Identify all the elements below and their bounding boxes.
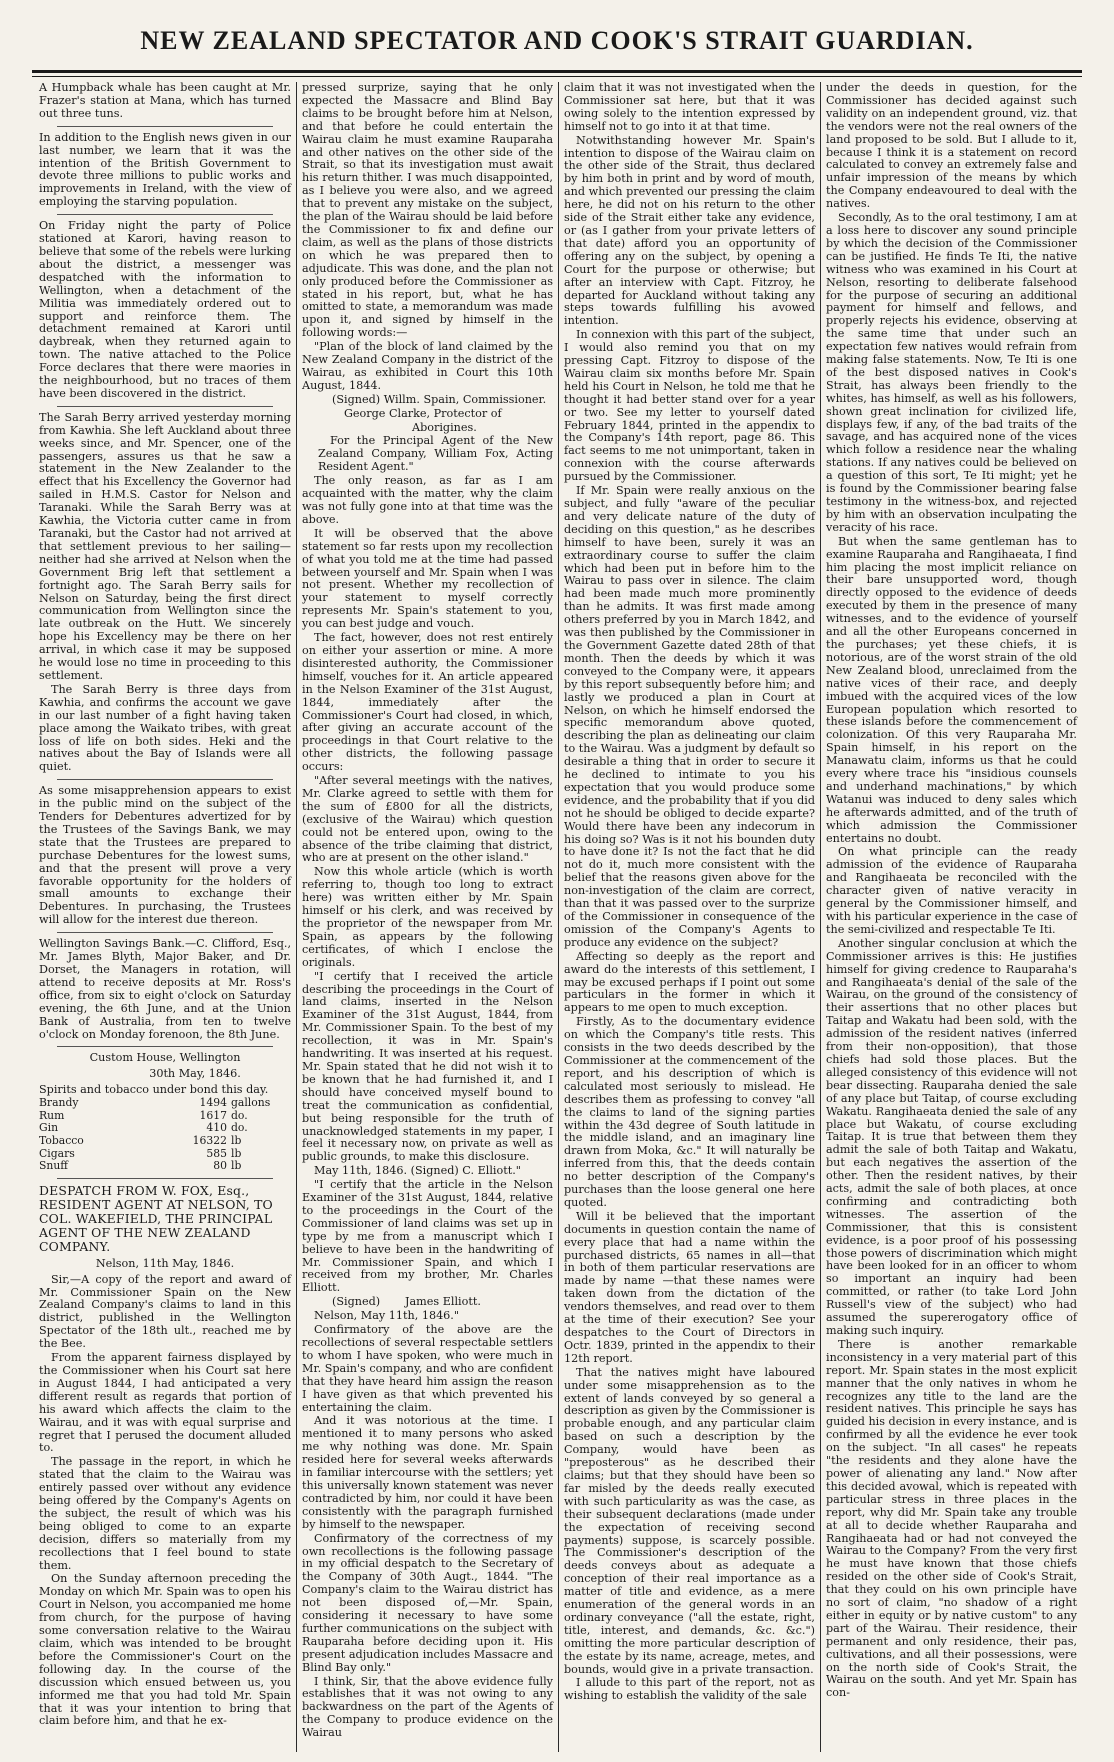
despatch-para: The only reason, as far as I am acquainted with the matter, why the claim was not fully gone into at that time was the above. <box>302 474 553 526</box>
spirits-item: Gin <box>39 1121 59 1135</box>
spirits-item: Rum <box>39 1108 65 1122</box>
despatch-para: And it was notorious at the time. I mentioned it to many persons who asked me why nothing was done. Mr. Spain resided here for several weeks afterwards in familiar intercourse with the settlers; yet this universally known statement was never contradicted by him, nor could it have been consistently with the paragraph furnished by himself to the newspaper. <box>302 1414 553 1531</box>
column-2 <box>296 82 558 1752</box>
signed-name-2: George Clarke, Protector of <box>344 406 502 420</box>
column-1 <box>34 82 296 1752</box>
despatch-para: Firstly, As to the documentary evidence on which the Company's title rests. This consists in the two deeds described by the Commissioner at the commencement of the report, and his description of which is calculated most seriously to mislead. He describes them as professing to convey "all the claims to land of the signing parties within the 43d degree of South latitude in the middle island, and an imaginary line drawn from Moka, &c." It will naturally be inferred from this, that the deeds contain no better description of the Company's purchases than the loose general one here quoted. <box>564 1015 815 1209</box>
despatch-para: Confirmatory of the above are the recollections of several respectable settlers to whom I have spoken, who were much in Mr. Spain's company, and who are confident that they have heard him assign the reason I have given as that which prevented his entertaining the claim. <box>302 1323 553 1414</box>
spirits-unit: do. <box>231 1121 248 1135</box>
despatch-para: On what principle can the ready admission of the evidence of Rauparaha and Rangihaeata be reconciled with the character given of native veracity in general by the Commissioner himself, and with his particular experience in the case of the semi-civilized and respectable Te Iti. <box>826 845 1077 936</box>
column-4 <box>820 82 1082 1752</box>
spirits-row <box>39 1160 291 1173</box>
spirits-table <box>39 1097 291 1173</box>
despatch-para: If Mr. Spain were really anxious on the subject, and fully "aware of the peculiar and very delicate nature of the duty of deciding on this question," as he describes himself to have been, surely it was an extraordinary course to suffer the claim which had been put in before him to the Wairau to pass over in silence. The claim had been made much more prominently than he admits. It was first made among others preferred by you in March 1842, and was then published by the Commissioner in the Government Gazette dated 28th of that month. Then the deeds by which it was conveyed to the Company were, it appears by this report subsequently before him; and lastly we produced a plan in Court at Nelson, on which he himself endorsed the specific memorandum above quoted, describing the plan as delineating our claim to the Wairau. Was a judgment by default so desirable a thing that in order to secure it he declined to intimate to you his expectation that you would produce some evidence, and the probability that if you did not he should be obliged to decide exparte? Would there have been any indecorum in his doing so? Was is it not his bounden duty to have done it? Is not the fact that he did not do it, much more consistent with the belief that the reasons given above for the non-investigation of the claim are correct, than that it was passed over to the surprize of the Commissioner in consequence of the omission of the Company's Agents to produce any evidence on the subject? <box>564 484 815 949</box>
article-savings-bank: Wellington Savings Bank.—C. Clifford, Esq., Mr. James Blyth, Major Baker, and Dr. Dorset, the Managers in rotation, will attend to receive deposits at Mr. Ross's office, from six to eight o'clock on Saturday evening, the 6th June, and at the Union Bank of Australia, from ten to twelve o'clock on Monday forenoon, the 8th June. <box>39 937 291 1041</box>
article-english-news: In addition to the English news given in our last number, we learn that it was the intention of the British Government to devote three millions to public works and improvements in Ireland, with the view of employing the starving population. <box>39 130 291 209</box>
despatch-para: I think, Sir, that the above evidence fully establishes that it was not owing to any backwardness on the part of the Agents of the Company to produce evidence on the Wairau <box>302 1674 553 1740</box>
despatch-para: under the deeds in question, for the Commissioner has decided against such validity on an independent ground, viz. that the vendors were not the real owners of the land proposed to be sold. But I allude to it, because I think it is a statement on record calculated to convey an extremely false and unfair impression of the means by which the Company endeavoured to deal with the natives. <box>826 82 1077 211</box>
agent-line: For the Principal Agent of the New Zealand Company, William Fox, Acting Resident Agent." <box>318 434 553 474</box>
despatch-para: Will it be believed that the important documents in question contain the name of every place that had a name within the purchased districts, 65 names in all—that in both of them particular reservations are made by name —that these names were taken down from the dictation of the vendors themselves, and read over to them at the time of their execution? See your despatches to the Court of Directors in Octr. 1839, printed in the appendix to their 12th report. <box>564 1209 815 1365</box>
despatch-para: Now this whole article (which is worth referring to, though too long to extract here) was written either by Mr. Spain himself or his clerk, and was received by the proprietor of the newspaper from Mr. Spain, as appears by the following certificates, of which I enclose the originals. <box>302 865 553 969</box>
spirits-qty: 1494 <box>199 1096 227 1110</box>
despatch-para: Confirmatory of the correctness of my own recollections is the following passage in my official despatch to the Secretary of the Company of 30th Augt., 1844. "The Company's claim to the Wairau district has not been disposed of,—Mr. Spain, considering it necessary to have some further communications on the subject with Rauparaha before deciding upon it. His present adjudication includes Massacre and Blind Bay only." <box>302 1531 553 1674</box>
spirits-item: Cigars <box>39 1146 75 1160</box>
spirits-intro: Spirits and tobacco under bond this day. <box>39 1083 269 1097</box>
signed-role: Aborigines. <box>412 420 477 434</box>
despatch-para: The fact, however, does not rest entirely on either your assertion or mine. A more disinterested authority, the Commissioner himself, vouches for it. An article appeared in the Nelson Examiner of the 31st August, 1844, immediately after the Commissioner's Court had closed, in which, after giving an accurate account of the proceedings in that Court relative to the other districts, the following passage occurs: <box>302 631 553 774</box>
signed-date: Nelson, May 11th, 1846." <box>314 1309 460 1323</box>
column-3 <box>558 82 820 1752</box>
spirits-row <box>39 1110 291 1123</box>
spirits-qty: 16322 <box>192 1133 227 1147</box>
customs-heading: Custom House, Wellington <box>89 1051 241 1065</box>
despatch-date: Nelson, 11th May, 1846. <box>95 1256 235 1270</box>
text-columns <box>34 82 1082 1752</box>
article-sarah-berry-cont: The Sarah Berry is three days from Kawhia, and confirms the account we gave in our last number of a fight having taken place among the Waikato tribes, with great loss of life on both sides. Heki and the natives about the Bay of Islands were all quiet. <box>39 682 291 774</box>
divider <box>57 779 273 780</box>
article-debentures: As some misapprehension appears to exist in the public mind on the subject of the Tenders for Debentures advertized for by the Trustees of the Savings Bank, we may state that the Trustees are prepared to purchase Debentures for the lowest sums, and that the present will prove a very favorable opportunity for the holders of small amounts to exchange their Debentures. In purchasing, the Trustees will allow for the interest due thereon. <box>39 784 291 927</box>
spirits-unit: lb <box>231 1159 242 1173</box>
quoted-passage: "After several meetings with the natives, Mr. Clarke agreed to settle with them for the sum of £800 for all the districts, (exclusive of the Wairau) which question could not be entered upon, owing to the absence of the tribe claiming that district, who are at present on the other island." <box>302 774 553 865</box>
despatch-para: pressed surprize, saying that he only expected the Massacre and Blind Bay claims to be brought before him at Nelson, and that before he could entertain the Wairau claim he must examine Rauparaha and other natives on the other side of the Strait, so that its investigation must await his return thither. I was much disappointed, as I believe you were also, and we agreed that to prevent any mistake on the subject, the plan of the Wairau should be laid before the Commissioner to fix and define our claim, as well as the plans of those districts on which he was prepared then to adjudicate. This was done, and the plan not only produced before the Commissioner as stated in his report, but, what he has omitted to state, a memorandum was made upon it, and signed by himself in the following words:— <box>302 82 553 340</box>
plan-memorandum: "Plan of the block of land claimed by the New Zealand Company in the district of the Wairau, as exhibited in Court this 10th August, 1844. <box>302 340 553 392</box>
despatch-para: Another singular conclusion at which the Commissioner arrives is this: He justifies himself for giving credence to Rauparaha's and Rangihaeata's denial of the sale of the Wairau, on the ground of the consistency of their assertions that no other places but Taitap and Wakatu had been sold, with the admission of the resident natives (inferred from their non-opposition), that those chiefs had sold those places. But the alleged consistency of this evidence will not bear dissecting. Rauparaha denied the sale of any place but Taitap, of course excluding Wakatu. Rangihaeata denied the sale of any place but Wakatu, of course excluding Taitap. It is true that between them they admit the sale of both Taitap and Wakatu, but each negatives the assertion of the other. Then the resident natives, by their acts, admit the sale of both places, at once confirming and contradicting both witnesses. The assertion of the Commissioner, that this is consistent evidence, is a poor proof of his possessing those powers of discrimination which might have been looked for in an officer to whom so important an inquiry had been committed, or rather (to take Lord John Russell's view of the subject) who had assumed the supererogatory office of making such inquiry. <box>826 936 1077 1337</box>
certificate-1-sign: May 11th, 1846. (Signed) C. Elliott." <box>314 1164 521 1178</box>
spirits-qty: 80 <box>213 1159 227 1173</box>
despatch-para: claim that it was not investigated when the Commissioner sat here, but that it was owing solely to the intention expressed by himself not to go into it at that time. <box>564 82 815 133</box>
signed-name: James Elliott. <box>405 1295 481 1309</box>
divider <box>57 1178 273 1179</box>
certificate-2: "I certify that the article in the Nelson Examiner of the 31st August, 1844, relative to the proceedings in the Court of the Commissioner of land claims was set up in type by me from a manuscript which I believe to have been in the handwriting of Mr. Commissioner Spain, and which I received from my brother, Mr. Charles Elliott. <box>302 1178 553 1295</box>
despatch-para: It will be observed that the above statement so far rests upon my recollection of what you told me at the time had passed between yourself and Mr. Spain when I was not present. Whether my recollection of your statement to myself correctly represents Mr. Spain's statement to you, you can best judge and vouch. <box>302 526 553 631</box>
spirits-unit: lb <box>231 1133 242 1147</box>
divider <box>57 126 273 127</box>
despatch-para: But when the same gentleman has to examine Rauparaha and Rangihaeata, I find him placing the most implicit reliance on their bare unsupported word, though directly opposed to the evidence of deeds executed by them in the presence of many witnesses, and to the evidence of yourself and all the other Europeans concerned in the purchases; yet these chiefs, it is notorious, are of the worst strain of the old New Zealand blood, unreclaimed from the native vices of their race, and deeply imbued with the acquired vices of the low European population which resorted to these islands before the commencement of colonization. Of this very Rauparaha Mr. Spain himself, in his report on the Manawatu claim, informs us that he could every where trace his "insidious counsels and underhand machinations," by which Watanui was induced to deny sales which he afterwards admitted, and of the truth of which admission the Commissioner entertains no doubt. <box>826 534 1077 845</box>
divider <box>57 214 273 215</box>
despatch-para: I allude to this part of the report, not as wishing to establish the validity of the sale <box>564 1676 815 1703</box>
signed-name: Willm. Spain, Commissioner. <box>383 392 547 406</box>
spirits-row <box>39 1148 291 1161</box>
masthead-rule-thick <box>32 70 1082 73</box>
divider <box>57 1046 273 1047</box>
spirits-qty: 585 <box>206 1146 227 1160</box>
certificate-1: "I certify that I received the article describing the proceedings in the Court of land claims, inserted in the Nelson Examiner of the 31st August, 1844, from Mr. Commissioner Spain. To the best of my recollection, it was in Mr. Spain's handwriting. It was inserted at his request. Mr. Spain stated that he did not wish it to be known that he had furnished it, and I should have conceived myself bound to treat the communication as confidential, but being responsible for the truth of unacknowledged statements in my paper, I feel it necessary now, on private as well as public grounds, to make this disclosure. <box>302 969 553 1164</box>
spirits-qty: 1617 <box>199 1108 227 1122</box>
despatch-para: That the natives might have laboured under some misapprehension as to the extent of lands conveyed by so general a description as given by the Commissioner is probable enough, and any particular claim based on such a description by the Company, would have been as "preposterous" as he described their claims; but that they should have been so far misled by the deeds really executed with such particularity as was the case, as their subsequent declarations (made under the expectation of receiving second payments) suppose, is scarcely possible. The Commissioner's description of the deeds conveys about as adequate a conception of their real importance as a matter of title and evidence, as a mere enumeration of the general words in an ordinary conveyance ("all the estate, right, title, interest, and demands, &c. &c.") omitting the more particular description of the estate by its name, acreage, metes, and bounds, would give in a private transaction. <box>564 1365 815 1676</box>
spirits-qty: 410 <box>206 1121 227 1135</box>
despatch-para: Affecting so deeply as the report and award do the interests of this settlement, I may be excused perhaps if I point out some particulars in the former in which it appears to me open to much exception. <box>564 949 815 1015</box>
spirits-item: Tobacco <box>39 1133 84 1147</box>
despatch-para: Sir,—A copy of the report and award of Mr. Commissioner Spain on the New Zealand Company's claims to land in this district, published in the Wellington Spectator of the 18th ult., reached me by the Bee. <box>39 1272 291 1351</box>
despatch-para: In connexion with this part of the subject, I would also remind you that on my pressing Capt. Fitzroy to dispose of the Wairau claim six months before Mr. Spain held his Court in Nelson, he told me that he thought it had better stand over for a year or two. See my letter to yourself dated February 1844, printed in the appendix to the Company's 14th report, page 86. This fact seems to me not unimportant, taken in connexion with the course afterwards pursued by the Commissioner. <box>564 328 815 484</box>
article-whale: A Humpback whale has been caught at Mr. Frazer's station at Mana, which has turned out three tuns. <box>39 82 291 120</box>
despatch-para: Notwithstanding however Mr. Spain's intention to dispose of the Wairau claim on the other side of the Strait, thus declared by him both in print and by word of mouth, and which prevented our pressing the claim here, he did not on his return to the other side of the Strait either take any evidence, or (as I gather from your private letters of that date) afford you an opportunity of offering any on the subject, by opening a Court for the purpose or otherwise; but after an interview with Capt. Fitzroy, he departed for Auckland without taking any steps towards fulfilling his avowed intention. <box>564 133 815 328</box>
spirits-item: Brandy <box>39 1096 79 1110</box>
article-sarah-berry: The Sarah Berry arrived yesterday morning from Kawhia. She left Auckland about three weeks since, and Mr. Spencer, one of the passengers, assures us that he saw a statement in the New Zealander to the effect that his Excellency the Governor had sailed in H.M.S. Castor for Nelson and Taranaki. While the Sarah Berry was at Kawhia, the Victoria cutter came in from Taranaki, but the Castor had not arrived at that settlement previous to her sailing—neither had she arrived at Nelson when the Government Brig left that settlement a fortnight ago. The Sarah Berry sails for Nelson on Saturday, being the first direct communication from Wellington since the late outbreak on the Hutt. We sincerely hope his Excellency may be there on her arrival, in which case it may be supposed he would lose no time in proceeding to this settlement. <box>39 410 291 682</box>
despatch-para: The passage in the report, in which he stated that the claim to the Wairau was entirely passed over without any evidence being offered by the Company's Agents on the subject, the result of which was his being obliged to come to an exparte decision, differs so materially from my recollections that I feel bound to state them. <box>39 1455 291 1572</box>
spirits-unit: lb <box>231 1146 242 1160</box>
despatch-heading: DESPATCH FROM W. FOX, Esq., RESIDENT AGENT AT NELSON, TO COL. WAKEFIELD, THE PRINCIPAL AGENT OF THE NEW ZEALAND COMPANY. <box>39 1182 273 1254</box>
spirits-unit: do. <box>231 1108 248 1122</box>
spirits-row <box>39 1097 291 1110</box>
despatch-para: From the apparent fairness displayed by the Commissioner when his Court sat here in August 1844, I had anticipated a very different result as regards that portion of his award which affects the claim to the Wairau, and it was with equal surprise and regret that I perused the document alluded to. <box>39 1351 291 1455</box>
signature-block <box>302 394 553 407</box>
signed-label: (Signed) <box>332 392 381 406</box>
despatch-para: On the Sunday afternoon preceding the Monday on which Mr. Spain was to open his Court in Nelson, you accompanied me home from church, for the purpose of having some conversation relative to the Wairau claim, which was intended to be brought before the Commissioner's Court on the following day. In the course of the discussion which ensued between us, you informed me that you had told Mr. Spain that it was your intention to bring that claim before him, and that he ex- <box>39 1572 291 1728</box>
signature-block-2 <box>302 1296 553 1309</box>
signed-label: (Signed) <box>332 1295 381 1309</box>
despatch-para: Secondly, As to the oral testimony, I am at a loss here to discover any sound principle by which the decision of the Commissioner can be justified. He finds Te Iti, the native witness who was examined in his Court at Nelson, resorting to deliberate falsehood for the purpose of securing an additional payment for himself and fellows, and properly rejects his evidence, observing at the same time that under such an expectation few natives would refrain from making false statements. Now, Te Iti is one of the best disposed natives in Cook's Strait, has always been friendly to the whites, has himself, as well as his followers, shown great inclination for civilized life, displays few, if any, of the bad traits of the savage, and has acquired none of the vices which follow a residence near the whaling stations. If any natives could be believed on a question of this sort, Te Iti might; yet he is found by the Commissioner bearing false testimony in the witness-box, and rejected by him with an observation inculpating the veracity of his race. <box>826 211 1077 534</box>
despatch-para: There is another remarkable inconsistency in a very material part of this report. Mr. Spain states in the most explicit manner that the only natives in whom he recognizes any title to the land are the resident natives. This principle he says has guided his decision in every instance, and is confirmed by all the evidence he ever took on the subject. "In all cases" he repeats "the residents and they alone have the power of alienating any land." Now after this decided avowal, which is repeated with particular stress in three places in the report, why did Mr. Spain take any trouble at all to decide whether Rauparaha and Rangihaeata had or had not conveyed the Wairau to the Company? From the very first he must have known that those chiefs resided on the other side of Cook's Strait, that they could on his own principle have no sort of claim, "no shadow of a right either in equity or by native custom" to any part of the Wairau. Their residence, their permanent and only residence, their pas, cultivations, and all their possessions, were on the north side of Cook's Strait, the Wairau on the south. And yet Mr. Spain has con- <box>826 1337 1077 1700</box>
spirits-item: Snuff <box>39 1159 68 1173</box>
article-police-karori: On Friday night the party of Police stationed at Karori, having reason to believe that some of the rebels were lurking about the district, a messenger was despatched with the information to Wellington, when a detachment of the Militia was immediately ordered out to support and reinforce them. The detachment remained at Karori until daybreak, when they returned again to town. The native attached to the Police Force declares that there were maories in the neighbourhood, but no traces of them have been discovered in the district. <box>39 219 291 400</box>
spirits-unit: gallons <box>231 1096 271 1110</box>
customs-date: 30th May, 1846. <box>149 1067 241 1081</box>
spirits-row <box>39 1135 291 1148</box>
divider <box>57 932 273 933</box>
masthead-title: NEW ZEALAND SPECTATOR AND COOK'S STRAIT GUARDIAN. <box>140 26 974 55</box>
masthead-rule-thin <box>32 76 1082 77</box>
divider <box>57 406 273 407</box>
